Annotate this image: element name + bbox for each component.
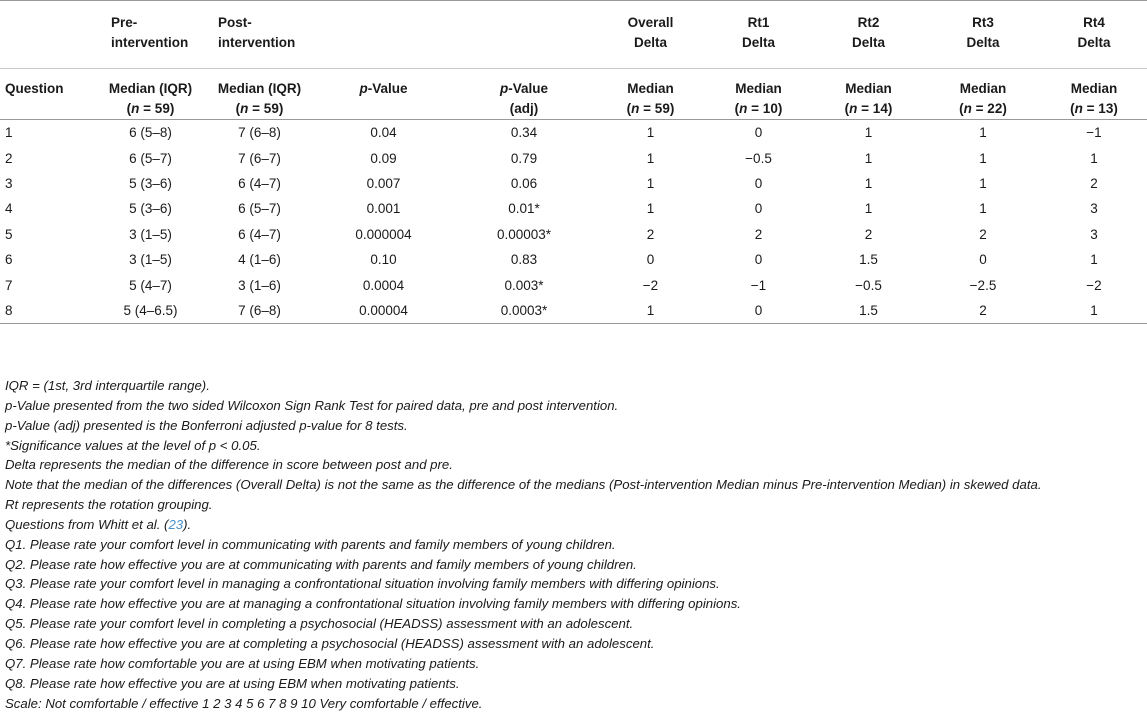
- table-cell: 1: [596, 120, 705, 146]
- footnote-line: Q7. Please rate how comfortable you are at using EBM when motivating patients.: [5, 654, 1042, 674]
- header-rt1-line2: Delta: [742, 35, 775, 50]
- table-cell: 6 (4–7): [204, 171, 315, 196]
- table-cell: 6 (5–7): [204, 196, 315, 221]
- table-cell: 1: [596, 196, 705, 221]
- table-cell: 6 (4–7): [204, 222, 315, 247]
- table-row: [0, 171, 1147, 196]
- header-overall-line1: Overall: [628, 15, 674, 30]
- header-post-median-line2: (n = 59): [236, 101, 284, 116]
- footnote-text: ).: [183, 517, 191, 532]
- header-rt4-median-line2: (n = 13): [1070, 101, 1118, 116]
- header-rt3-median-line1: Median: [960, 81, 1007, 96]
- header-padj-line1: p-Value: [500, 81, 548, 96]
- table-cell: −0.5: [812, 272, 925, 297]
- table-cell: 0.09: [315, 145, 452, 170]
- header-rt2-line2: Delta: [852, 35, 885, 50]
- table-cell: 0.04: [315, 120, 452, 146]
- table-footnotes: [5, 376, 1042, 713]
- table-cell: 2: [705, 222, 812, 247]
- table-cell: 3: [1041, 222, 1147, 247]
- header-cell: [0, 1, 97, 69]
- table-cell: 0.79: [452, 145, 596, 170]
- footnote-line: p-Value presented from the two sided Wilcoxon Sign Rank Test for paired data, pre and post intervention.: [5, 396, 1042, 416]
- table-cell: 3 (1–5): [97, 222, 204, 247]
- table-cell: 3 (1–6): [204, 272, 315, 297]
- table-cell: 2: [925, 298, 1041, 324]
- header-rt2-line1: Rt2: [858, 15, 880, 30]
- header-post-intervention: [204, 1, 315, 69]
- header-overall-line2: Delta: [634, 35, 667, 50]
- footnote-line: Q2. Please rate how effective you are at communicating with parents and family members of young children.: [5, 555, 1042, 575]
- table-cell: 1: [925, 145, 1041, 170]
- footnote-line: Scale: Not comfortable / effective 1 2 3 4 5 6 7 8 9 10 Very comfortable / effective.: [5, 694, 1042, 713]
- footnote-line: Q4. Please rate how effective you are at managing a confrontational situation involving family members with differing opinions.: [5, 594, 1042, 614]
- header-rt3-line2: Delta: [966, 35, 999, 50]
- question-number-cell: 1: [0, 120, 97, 146]
- table-cell: 5 (4–7): [97, 272, 204, 297]
- header-rt2-median-line1: Median: [845, 81, 892, 96]
- header-overall-delta: [596, 1, 705, 69]
- table-cell: 0.0003*: [452, 298, 596, 324]
- header-post-median-line1: Median (IQR): [218, 81, 301, 96]
- table-cell: 5 (3–6): [97, 196, 204, 221]
- table-cell: 3 (1–5): [97, 247, 204, 272]
- header-rt3-median-line2: (n = 22): [959, 101, 1007, 116]
- footnote-line: Note that the median of the differences (Overall Delta) is not the same as the difference of the medians (Post-intervention Median minus Pre-intervention Median) in skewed data.: [5, 475, 1042, 495]
- table-cell: 1: [812, 171, 925, 196]
- table-cell: 1: [812, 196, 925, 221]
- header-rt1-median: [705, 69, 812, 120]
- table-cell: 0.00003*: [452, 222, 596, 247]
- table-row: [0, 145, 1147, 170]
- table-cell: 1: [812, 120, 925, 146]
- table-row: [0, 272, 1147, 297]
- table-cell: −2: [1041, 272, 1147, 297]
- question-number-cell: 8: [0, 298, 97, 324]
- table-cell: 1: [925, 196, 1041, 221]
- footnote-line: Q3. Please rate your comfort level in managing a confrontational situation involving family members with differing opinions.: [5, 574, 1042, 594]
- header-pvalue-adj: [452, 69, 596, 120]
- header-pre-median-line2: (n = 59): [127, 101, 175, 116]
- table-cell: 1: [596, 171, 705, 196]
- header-rt3-delta: [925, 1, 1041, 69]
- header-rt2-delta: [812, 1, 925, 69]
- table-cell: 7 (6–8): [204, 298, 315, 324]
- header-overall-median-line2: (n = 59): [627, 101, 675, 116]
- table-cell: 0: [705, 247, 812, 272]
- header-pre-line1: Pre-: [111, 15, 137, 30]
- table-cell: −1: [705, 272, 812, 297]
- table-cell: 0: [925, 247, 1041, 272]
- header-cell: [315, 1, 452, 69]
- header-rt3-median: [925, 69, 1041, 120]
- table-row: [0, 196, 1147, 221]
- table-cell: 0.007: [315, 171, 452, 196]
- table-cell: 0.003*: [452, 272, 596, 297]
- header-rt1-median-line1: Median: [735, 81, 782, 96]
- table-cell: 0.001: [315, 196, 452, 221]
- header-rt2-median: [812, 69, 925, 120]
- table-cell: 0.34: [452, 120, 596, 146]
- table-cell: 0.000004: [315, 222, 452, 247]
- header-post-line2: intervention: [218, 35, 295, 50]
- header-rt4-median: [1041, 69, 1147, 120]
- footnote-line: Q8. Please rate how effective you are at using EBM when motivating patients.: [5, 674, 1042, 694]
- header-post-line1: Post-: [218, 15, 252, 30]
- question-number-cell: 3: [0, 171, 97, 196]
- table-cell: 7 (6–8): [204, 120, 315, 146]
- table-cell: 0: [596, 247, 705, 272]
- header-cell: [452, 1, 596, 69]
- header-rt3-line1: Rt3: [972, 15, 994, 30]
- header-rt1-median-line2: (n = 10): [735, 101, 783, 116]
- footnote-line: [5, 515, 1042, 535]
- footnote-line: IQR = (1st, 3rd interquartile range).: [5, 376, 1042, 396]
- header-pre-median-line1: Median (IQR): [109, 81, 192, 96]
- table-cell: −2: [596, 272, 705, 297]
- footnote-line: Rt represents the rotation grouping.: [5, 495, 1042, 515]
- header-pre-intervention: [97, 1, 204, 69]
- footnote-line: Q6. Please rate how effective you are at completing a psychosocial (HEADSS) assessment with an adolescent.: [5, 634, 1042, 654]
- table-body: [0, 120, 1147, 324]
- header-rt1-line1: Rt1: [748, 15, 770, 30]
- table-cell: 0.00004: [315, 298, 452, 324]
- table-cell: 2: [812, 222, 925, 247]
- table-cell: 1: [1041, 247, 1147, 272]
- table-cell: 0: [705, 120, 812, 146]
- header-pvalue: p-Value: [315, 69, 452, 120]
- question-number-cell: 6: [0, 247, 97, 272]
- table-cell: 1: [1041, 298, 1147, 324]
- header-rt2-median-line2: (n = 14): [845, 101, 893, 116]
- table-cell: 2: [1041, 171, 1147, 196]
- footnote-line: p-Value (adj) presented is the Bonferroni adjusted p-value for 8 tests.: [5, 416, 1042, 436]
- table-cell: 5 (3–6): [97, 171, 204, 196]
- table-cell: 2: [596, 222, 705, 247]
- question-number-cell: 2: [0, 145, 97, 170]
- footnote-line: Delta represents the median of the difference in score between post and pre.: [5, 455, 1042, 475]
- reference-link[interactable]: 23: [168, 517, 183, 532]
- header-pre-median: [97, 69, 204, 120]
- table-cell: 0.83: [452, 247, 596, 272]
- footnote-line: Q1. Please rate your comfort level in communicating with parents and family members of young children.: [5, 535, 1042, 555]
- table-cell: 0: [705, 196, 812, 221]
- table-cell: 1: [596, 298, 705, 324]
- footnote-line: *Significance values at the level of p < 0.05.: [5, 436, 1042, 456]
- table-cell: 1: [1041, 145, 1147, 170]
- header-rt1-delta: [705, 1, 812, 69]
- header-rt4-line1: Rt4: [1083, 15, 1105, 30]
- question-number-cell: 5: [0, 222, 97, 247]
- table-cell: 0.06: [452, 171, 596, 196]
- header-pre-line2: intervention: [111, 35, 188, 50]
- table-cell: 0.0004: [315, 272, 452, 297]
- header-overall-median: [596, 69, 705, 120]
- table-cell: 7 (6–7): [204, 145, 315, 170]
- table-row: [0, 247, 1147, 272]
- results-table: [0, 0, 1147, 324]
- table-cell: 3: [1041, 196, 1147, 221]
- header-overall-median-line1: Median: [627, 81, 674, 96]
- table-cell: 1.5: [812, 298, 925, 324]
- header-row-2: [0, 69, 1147, 120]
- table-cell: 4 (1–6): [204, 247, 315, 272]
- header-padj-line2: (adj): [510, 101, 539, 116]
- question-number-cell: 4: [0, 196, 97, 221]
- table-cell: 0: [705, 298, 812, 324]
- table-cell: −1: [1041, 120, 1147, 146]
- table-row: [0, 120, 1147, 146]
- table-cell: 5 (4–6.5): [97, 298, 204, 324]
- table-row: [0, 222, 1147, 247]
- table-cell: 2: [925, 222, 1041, 247]
- table-cell: −2.5: [925, 272, 1041, 297]
- table-row: [0, 298, 1147, 324]
- header-rt4-median-line1: Median: [1071, 81, 1118, 96]
- header-rt4-delta: [1041, 1, 1147, 69]
- table-cell: 1: [812, 145, 925, 170]
- table-cell: 1: [925, 171, 1041, 196]
- header-row-1: [0, 1, 1147, 69]
- table-cell: 1.5: [812, 247, 925, 272]
- table-cell: 0: [705, 171, 812, 196]
- table-cell: 6 (5–8): [97, 120, 204, 146]
- table-cell: 1: [596, 145, 705, 170]
- footnote-line: Q5. Please rate your comfort level in completing a psychosocial (HEADSS) assessment with an adolescent.: [5, 614, 1042, 634]
- table-cell: −0.5: [705, 145, 812, 170]
- table-cell: 0.10: [315, 247, 452, 272]
- table-cell: 0.01*: [452, 196, 596, 221]
- footnote-text: Questions from Whitt et al. (: [5, 517, 168, 532]
- header-question: Question: [0, 69, 97, 120]
- table-cell: 6 (5–7): [97, 145, 204, 170]
- question-number-cell: 7: [0, 272, 97, 297]
- table-cell: 1: [925, 120, 1041, 146]
- header-rt4-line2: Delta: [1077, 35, 1110, 50]
- header-post-median: [204, 69, 315, 120]
